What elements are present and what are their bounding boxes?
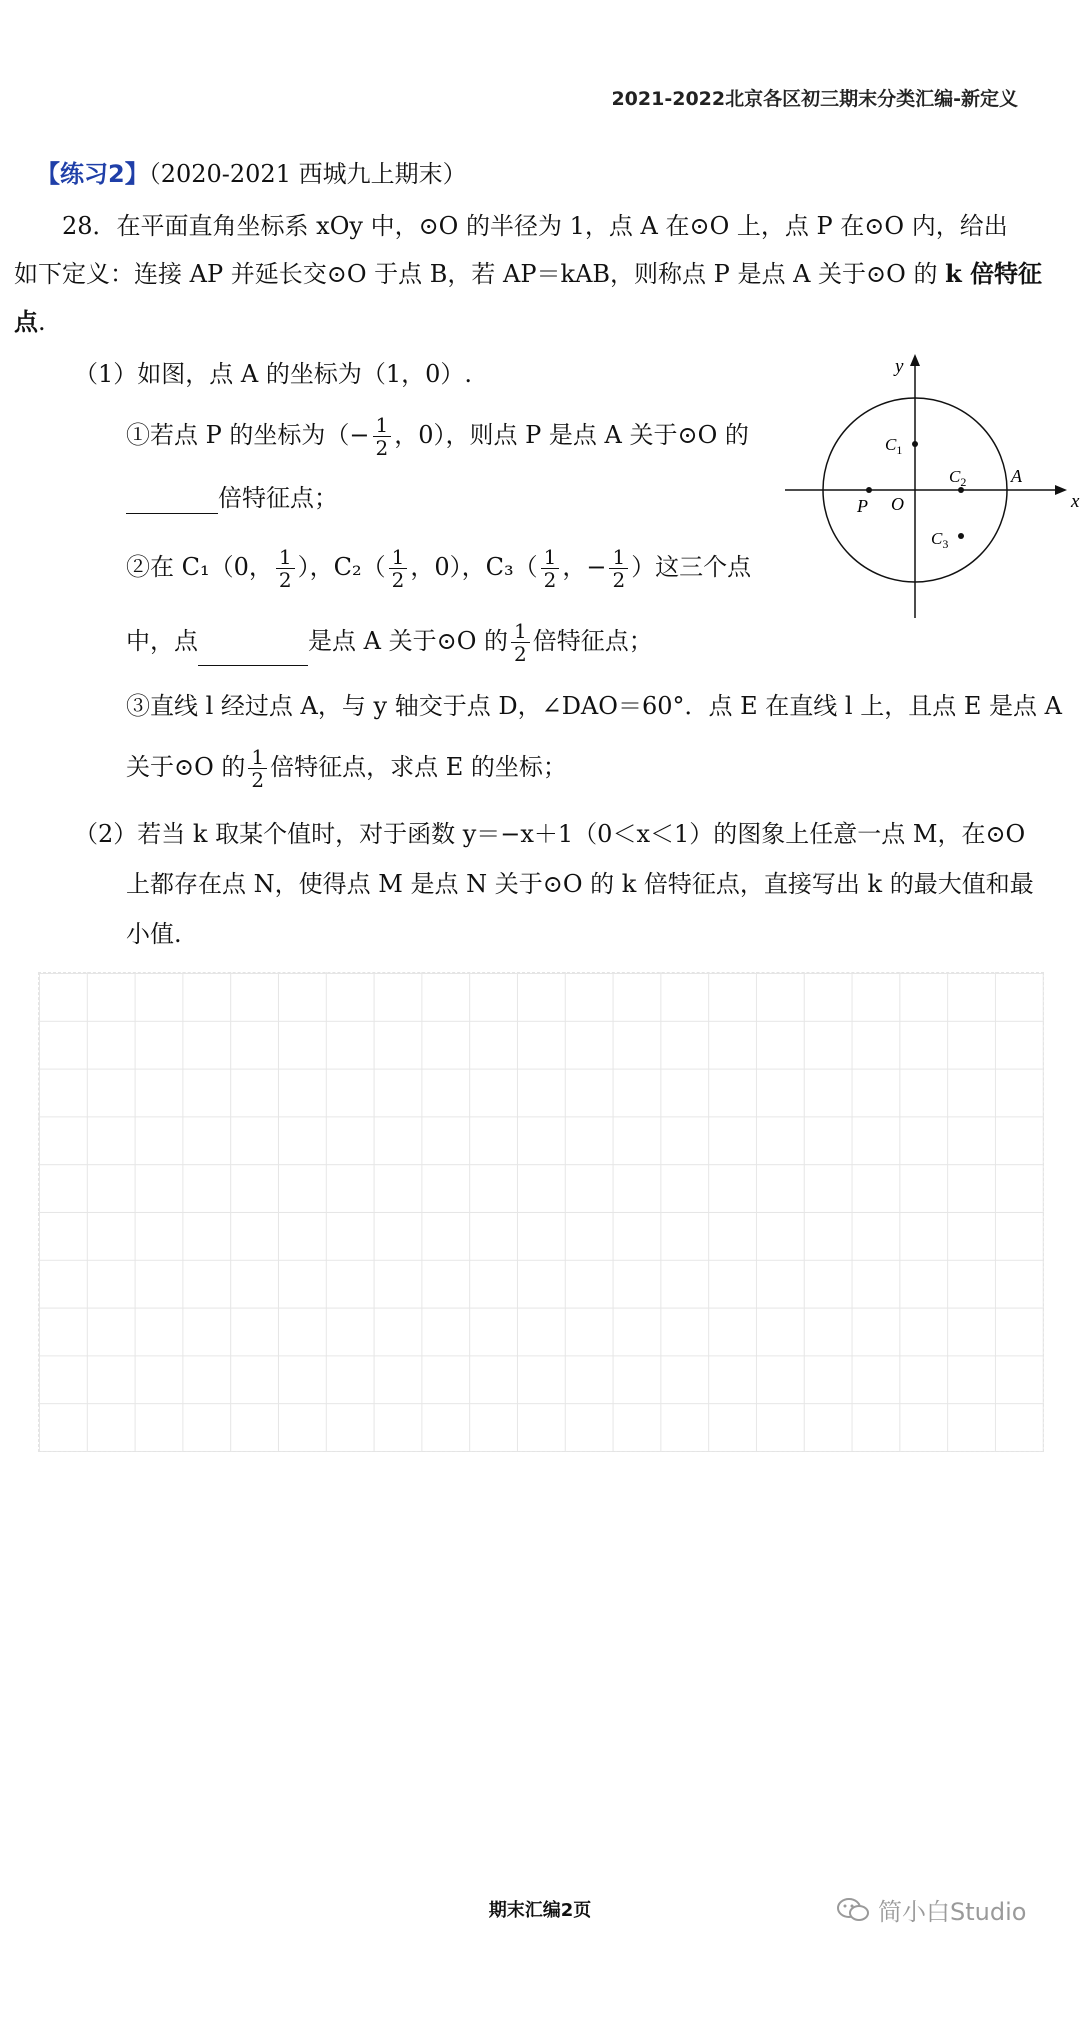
frac-den: 2	[612, 568, 626, 592]
label-c1: $C_1$	[885, 435, 903, 457]
definition-term-end: 点	[14, 307, 38, 336]
point-c1	[912, 441, 918, 447]
problem-line-2-text: 如下定义：连接 AP 并延长交⊙O 于点 B，若 AP＝kAB，则称点 P 是点 A 关于⊙O 的	[14, 260, 946, 288]
fraction-half	[511, 620, 530, 665]
frac-den: 2	[278, 568, 292, 592]
part1-q1-line1	[126, 412, 749, 459]
q2-text-d: ，−	[562, 553, 607, 581]
q2-text-b: ），C₂（	[297, 553, 386, 581]
part1-q1-line2	[126, 482, 338, 514]
part1-q3-line2	[126, 742, 567, 792]
q2-text-e: ）这三个点	[631, 553, 752, 581]
frac-den: 2	[514, 642, 527, 666]
frac-num: 1	[276, 546, 295, 569]
label-c3: $C_3$	[931, 529, 949, 551]
frac-den: 2	[375, 436, 389, 460]
q2-text-c: ，0），C₃（	[410, 553, 538, 581]
part1-q2-line2	[126, 616, 653, 666]
q1-text-a: ①若点 P 的坐标为（−	[126, 421, 370, 449]
frac-den: 2	[391, 568, 405, 592]
frac-num: 1	[373, 414, 392, 437]
part1-q2-line1	[126, 542, 751, 592]
frac-num: 1	[248, 746, 267, 769]
fraction-half	[276, 546, 295, 591]
q1-text-c: 倍特征点；	[218, 484, 338, 512]
problem-line-3	[14, 306, 46, 338]
fraction-half	[373, 414, 392, 459]
q2-text-a: ②在 C₁（0，	[126, 553, 273, 581]
x-axis-arrow	[1055, 485, 1067, 495]
answer-blank-2[interactable]	[198, 639, 308, 666]
watermark-text: 简小白Studio	[878, 1898, 1027, 1926]
fraction-half	[609, 546, 628, 591]
frac-num: 1	[511, 620, 530, 643]
page-footer: 期末汇编2页	[488, 1900, 592, 1921]
part2-line-3: 小值.	[126, 920, 182, 948]
q2-text-h: 倍特征点；	[532, 627, 653, 655]
problem-line-1: 28．在平面直角坐标系 xOy 中，⊙O 的半径为 1，点 A 在⊙O 上，点 P 在⊙O 内，给出	[62, 212, 1008, 240]
frac-num: 1	[541, 546, 560, 569]
definition-term: k 倍特征	[945, 259, 1043, 288]
origin-label: O	[891, 494, 904, 514]
problem-line-2	[14, 258, 1042, 290]
q3-text-b: 关于⊙O 的	[126, 753, 246, 781]
answer-grid[interactable]	[38, 972, 1044, 1452]
q2-text-f: 中，点	[126, 627, 198, 655]
period: .	[38, 308, 46, 336]
point-c3	[958, 533, 964, 539]
exercise-heading	[36, 158, 467, 190]
label-p: P	[857, 496, 868, 516]
label-c2: $C_2$	[949, 467, 967, 489]
frac-den: 2	[543, 568, 557, 592]
part2-line-1: （2）若当 k 取某个值时，对于函数 y＝−x＋1（0＜x＜1）的图象上任意一点 M，在⊙O	[74, 820, 1026, 848]
q3-text-c: 倍特征点，求点 E 的坐标；	[270, 753, 567, 781]
fraction-half	[541, 546, 560, 591]
watermark	[836, 1892, 1026, 1927]
x-label: x	[1071, 491, 1080, 512]
fraction-half	[248, 746, 267, 791]
y-axis-arrow	[910, 354, 920, 366]
point-p	[866, 487, 872, 493]
q2-text-g: 是点 A 关于⊙O 的	[308, 627, 509, 655]
frac-num: 1	[609, 546, 628, 569]
part1-q3-line1: ③直线 l 经过点 A，与 y 轴交于点 D，∠DAO＝60°．点 E 在直线 l 上，且点 E 是点 A	[126, 692, 1062, 720]
part1-intro: （1）如图，点 A 的坐标为（1，0）.	[74, 360, 473, 388]
label-a: A	[1011, 466, 1022, 486]
part2-line-2: 上都存在点 N，使得点 M 是点 N 关于⊙O 的 k 倍特征点，直接写出 k 的最大值和最	[126, 870, 1034, 898]
exercise-label: 【练习2】	[36, 160, 149, 188]
frac-num: 1	[389, 546, 408, 569]
q1-text-b: ，0），则点 P 是点 A 关于⊙O 的	[394, 421, 749, 449]
fraction-half	[389, 546, 408, 591]
coordinate-diagram	[785, 350, 1080, 620]
wechat-icon	[836, 1897, 870, 1923]
exercise-source: （2020-2021 西城九上期末）	[148, 160, 467, 188]
y-label: y	[895, 356, 904, 377]
frac-den: 2	[251, 768, 265, 792]
page-header: 2021-2022北京各区初三期末分类汇编-新定义	[611, 88, 1018, 110]
answer-blank-1[interactable]	[126, 487, 218, 514]
